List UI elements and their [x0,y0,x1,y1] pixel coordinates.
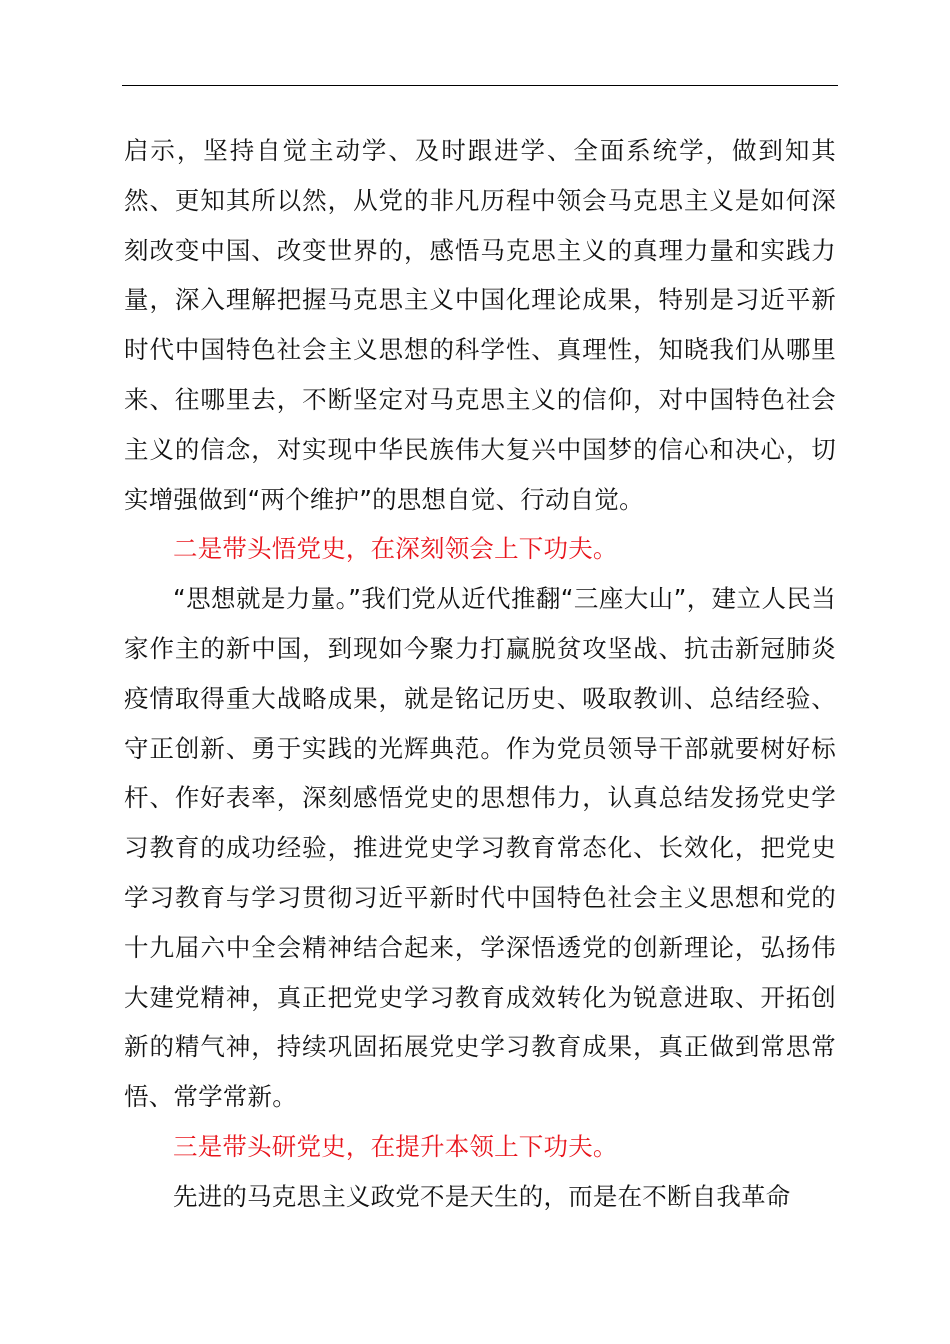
paragraph-section-two: “思想就是力量。”我们党从近代推翻“三座大山”，建立人民当家作主的新中国，到现如今聚力打赢脱贫攻坚战、抗击新冠肺炎疫情取得重大战略成果，就是铭记历史、吸取教训、总结经验、守正创新、勇于实践的光辉典范。作为党员领导干部就要树好标杆、作好表率，深刻感悟党史的思想伟力，认真总结发扬党史学习教育的成功经验，推进党史学习教育常态化、长效化，把党史学习教育与学习贯彻习近平新时代中国特色社会主义思想和党的十九届六中全会精神结合起来，学深悟透党的创新理论，弘扬伟大建党精神，真正把党史学习教育成效转化为锐意进取、开拓创新的精气神，持续巩固拓展党史学习教育成果，真正做到常思常悟、常学常新。 [124,584,836,1112]
header-rule [122,85,838,86]
section-heading-two: 二是带头悟党史，在深刻领会上下功夫。 [173,534,618,564]
section-heading-three: 三是带头研党史，在提升本领上下功夫。 [173,1131,618,1161]
paragraph-section-three: 先进的马克思主义政党不是天生的，而是在不断自我革命 [173,1181,791,1211]
document-body [124,126,836,1222]
paragraph-continued: 启示，坚持自觉主动学、及时跟进学、全面系统学，做到知其然、更知其所以然，从党的非凡历程中领会马克思主义是如何深刻改变中国、改变世界的，感悟马克思主义的真理力量和实践力量，深入理解把握马克思主义中国化理论成果，特别是习近平新时代中国特色社会主义思想的科学性、真理性，知晓我们从哪里来、往哪里去，不断坚定对马克思主义的信仰，对中国特色社会主义的信念，对实现中华民族伟大复兴中国梦的信心和决心，切实增强做到“两个维护”的思想自觉、行动自觉。 [124,136,836,514]
